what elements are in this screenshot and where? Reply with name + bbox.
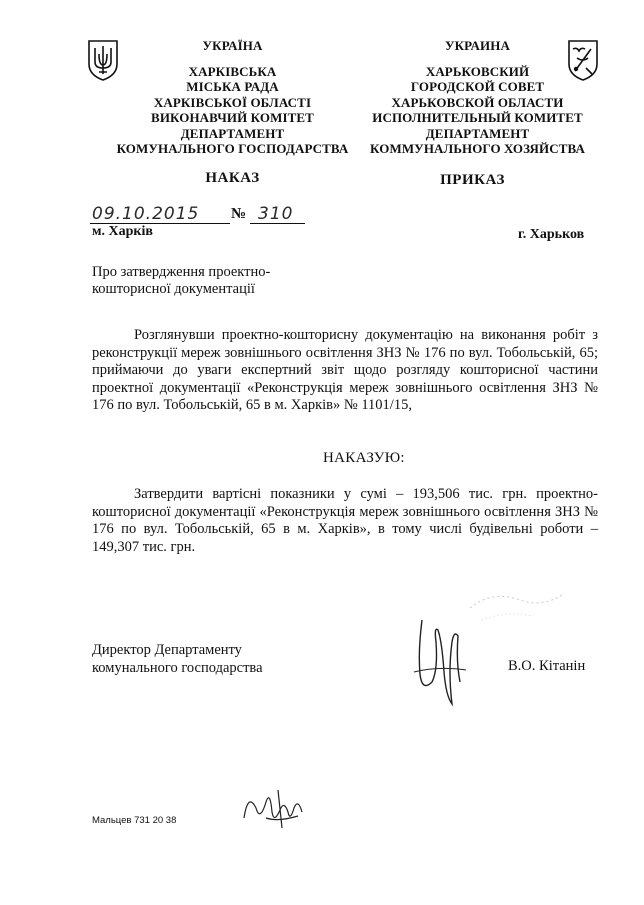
number-underline bbox=[250, 223, 305, 224]
header-ua-line: ДЕПАРТАМЕНТ bbox=[180, 125, 285, 141]
header-ua-line: ХАРКІВСЬКА bbox=[188, 63, 277, 79]
subject-line: кошторисної документації bbox=[92, 281, 255, 297]
signatory-name: В.О. Кітанін bbox=[508, 658, 586, 674]
city-ukrainian: м. Харків bbox=[92, 224, 153, 239]
order-heading: НАКАЗУЮ: bbox=[323, 450, 405, 466]
doc-type-russian: ПРИКАЗ bbox=[440, 172, 505, 188]
order-subject bbox=[92, 264, 352, 298]
order-date: 09.10.2015 bbox=[92, 204, 200, 224]
handwritten-signature bbox=[408, 612, 472, 712]
header-ru-line: ХАРЬКОВСКИЙ bbox=[425, 63, 530, 79]
doc-type-ukrainian: НАКАЗ bbox=[205, 170, 260, 186]
header-ru-line: ХАРЬКОВСКОЙ ОБЛАСТИ bbox=[391, 94, 564, 110]
header-ru-country: УКРАИНА bbox=[445, 38, 510, 53]
header-ua-line: МІСЬКА РАДА bbox=[186, 79, 279, 94]
header-ua-line: ВИКОНАВЧИЙ КОМІТЕТ bbox=[151, 110, 314, 125]
initials-scribble bbox=[238, 782, 310, 832]
order-number: 310 bbox=[258, 204, 294, 224]
header-ru-line: ИСПОЛНИТЕЛЬНЫЙ КОМИТЕТ bbox=[372, 110, 583, 125]
header-ru-line: ДЕПАРТАМЕНТ bbox=[425, 125, 530, 141]
subject-line: Про затвердження проектно- bbox=[92, 264, 271, 280]
header-ukrainian bbox=[105, 38, 360, 157]
header-ru-line: КОММУНАЛЬНОГО ХОЗЯЙСТВА bbox=[370, 141, 585, 156]
header-ru-line: ГОРОДСКОЙ СОВЕТ bbox=[410, 79, 545, 94]
preamble-paragraph: Розглянувши проектно-кошторисну документацію на виконання робіт з реконструкції мереж зовнішнього освітлення ЗНЗ № 176 по вул. Тобольській, 65; приймаючи до уваги експертний звіт щодо розгляду кошторисної частини проектної документації «Реконструкція мереж зовнішнього освітлення ЗНЗ № 176 по вул. Тобольській, 65 в м. Харків» № 1101/15, bbox=[92, 327, 598, 414]
header-ua-line: КОМУНАЛЬНОГО ГОСПОДАРСТВА bbox=[116, 141, 349, 156]
order-paragraph: Затвердити вартісні показники у сумі – 193,506 тис. грн. проектно-кошторисної документації «Реконструкція мереж зовнішнього освітлення ЗНЗ № 176 по вул. Тобольській, 65 в м. Харків», в тому числі будівельні роботи – 149,307 тис. грн. bbox=[92, 486, 598, 555]
city-russian: г. Харьков bbox=[518, 227, 585, 242]
header-ua-country: УКРАЇНА bbox=[202, 38, 263, 53]
header-ua-line: ХАРКІВСЬКОЇ ОБЛАСТІ bbox=[153, 94, 312, 110]
header-russian bbox=[355, 38, 600, 157]
signatory-role-line: Директор Департаменту bbox=[92, 642, 242, 658]
order-number-label: № bbox=[231, 206, 247, 222]
stamp-mark bbox=[462, 570, 572, 630]
executor-contact: Мальцев 731 20 38 bbox=[92, 815, 177, 826]
signatory-role bbox=[92, 641, 263, 677]
signatory-role-line: комунального господарства bbox=[92, 660, 263, 676]
